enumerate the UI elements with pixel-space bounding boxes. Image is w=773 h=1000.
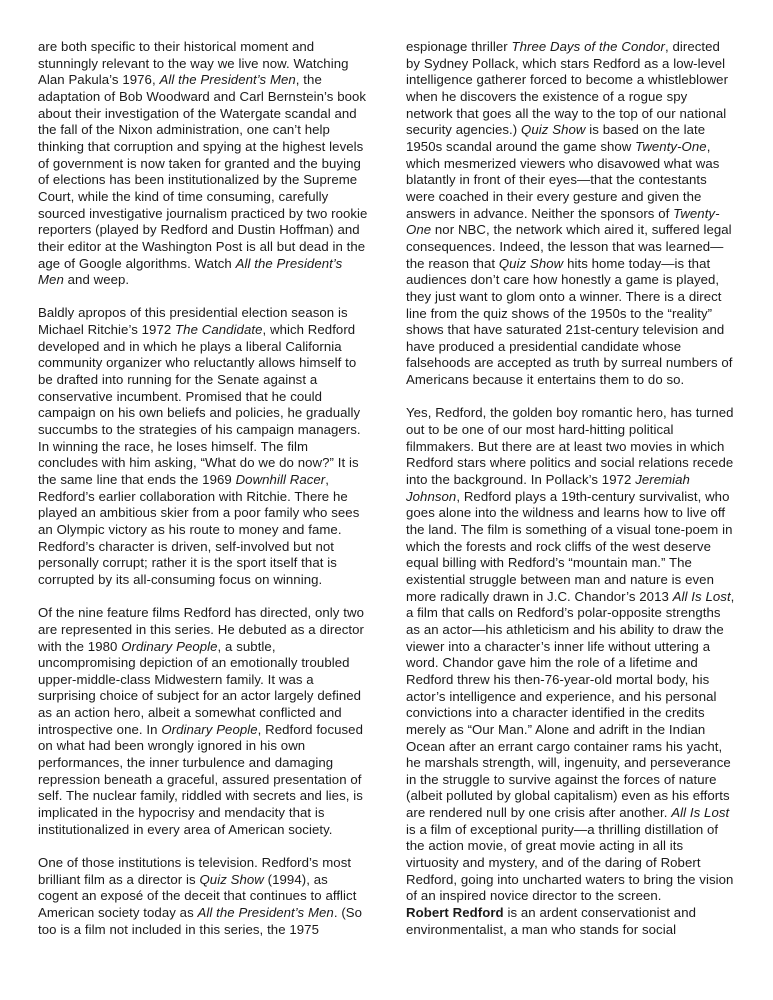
text-run: One of those institutions is television. Redford’s most brilliant film as a director is <box>38 854 352 887</box>
italic-title: Three Days of the Condor <box>511 39 665 54</box>
paragraph <box>406 39 737 389</box>
italic-title: Twenty-One <box>406 205 720 238</box>
text-run: Yes, Redford, the golden boy romantic hero, has turned out to be one of our most hard-hitting political filmmakers. But there are at least two movies in which Redford stars where politics and social relations recede into the background. In Pollack’s 1972 <box>406 405 734 487</box>
text-run: espionage thriller <box>406 39 512 54</box>
italic-title: Quiz Show <box>521 122 586 138</box>
text-run: , a film that calls on Redford’s polar-opposite strengths as an actor—his athleticism and his ability to draw the viewer into a character’s inner life without uttering a word. Chandor gave him the role of a lifetime and Redford threw his then-76-year-old mortal body, his actor’s intelligence and experience, and his personal convictions into a character identified in the credits merely as “Our Man.” Alone and adrift in the Indian Ocean after an errant cargo container rams his yacht, he marshals strength, will, ingenuity, and perseverance in the struggle to survive against the forces of nature (albeit polluted by global capitalism) even as his efforts are rendered null by one crisis after another. <box>406 588 735 821</box>
italic-title: All the President’s Men <box>38 255 343 288</box>
left-text-column <box>38 39 368 938</box>
italic-title: Twenty-One <box>635 138 707 154</box>
paragraph <box>38 855 368 938</box>
right-text-column <box>406 39 737 938</box>
italic-title: Quiz Show <box>498 255 564 271</box>
text-run: , Redford focused on what had been wrongly ignored in his own performances, the inner turbulence and damaging repression beneath a graceful, assured presentation of self. The nuclear family, riddled with secrets and lies, is implicated in the hypocrisy and mendacity that is institutionalized in every area of American society. <box>38 721 363 837</box>
text-run: , Redford plays a 19th-century survivalist, who goes alone into the wildness and learns how to live off the land. The film is something of a visual tone-poem in which the forests and rock cliffs of the west deserve equal billing with Redford’s “mountain man.” The existential struggle between man and nature is even more radically drawn in J.C. Chandor’s 2013 <box>406 488 733 604</box>
paragraph <box>38 605 368 838</box>
text-run: , directed by Sydney Pollack, which stars Redford as a low-level intelligence gatherer forced to become a whistleblower when he discovers the existence of a rogue spy network that goes all the way to the top of our national security agencies.) <box>406 39 729 138</box>
text-run: (1994), as cogent an exposé of the deceit that continues to afflict American society today as <box>38 871 357 920</box>
text-run: Baldly apropos of this presidential election season is Michael Ritchie’s 1972 <box>38 305 348 338</box>
italic-title: All the President’s Men <box>159 72 296 88</box>
italic-title: All Is Lost <box>672 588 731 604</box>
italic-title: All the President’s Men <box>197 904 334 920</box>
text-run: is a film of exceptional purity—a thrilling distillation of the action movie, of great movie acting in all its virtuosity and mystery, and of the daring of Robert Redford, going into uncharted waters to bring the vision of an inspired novice director to the screen. <box>406 821 734 904</box>
bold-lead-in: Robert Redford <box>406 905 504 921</box>
paragraph <box>406 405 737 905</box>
italic-title: The Candidate <box>175 322 263 338</box>
text-run: , which Redford developed and in which he plays a liberal California community organizer who reluctantly allows himself to be drafted into running for the Senate against a conservative incumbent. Promised that he could campaign on his own beliefs and policies, he gradually succumbs to the strategies of his campaign managers. In winning the race, he loses himself. The film concludes with him asking, “What do we do now?” It is the same line that ends the 1969 <box>38 322 361 487</box>
text-run: , a subtle, uncompromising depiction of an emotionally troubled upper-middle-class Midwestern family. It was a surprising choice of subject for an actor largely defined as an action hero, albeit a somewhat conflicted and introspective one. In <box>38 638 362 737</box>
italic-title: All Is Lost <box>671 805 730 821</box>
two-column-text-body <box>38 39 737 984</box>
text-run: is an ardent conservationist and environmentalist, a man who stands for social <box>406 905 696 937</box>
text-run: , Redford’s earlier collaboration with Ritchie. There he played an ambitious skier from a poor family who sees an Olympic victory as his route to money and fame. Redford’s character is driven, self-involved but not personally corrupt; rather it is the sport itself that is corrupted by its all-consuming focus on winning. <box>38 472 360 587</box>
text-run: is based on the late 1950s scandal around the game show <box>406 122 706 154</box>
text-run: hits home today—is that audiences don’t care how honestly a game is played, they just want to glom onto a winner. There is a direct line from the quiz shows of the 1950s to the “reality” shows that have saturated 21st-century television and have produced a presidential candidate whose falsehoods are accepted as truth by surreal numbers of Americans because it entertains them to do so. <box>406 255 733 388</box>
paragraph <box>38 39 368 289</box>
text-run: , the adaptation of Bob Woodward and Carl Bernstein’s book about their investigation of the Watergate scandal and the fall of the Nixon administration, one can’t help thinking that corruption and spying at the highest levels of government is now taken for granted and the buying of elections has been institutionalized by the Supreme Court, while the kind of time consuming, carefully sourced investigative journalism practiced by two rookie reporters (played by Redford and Dustin Hoffman) and their editor at the Washington Post is all but dead in the age of Google algorithms. Watch <box>38 72 368 271</box>
italic-title: Ordinary People <box>161 721 258 737</box>
text-run: are both specific to their historical moment and stunningly relevant to the way we live now. Watching Alan Pakula’s 1976, <box>38 39 349 88</box>
text-run: Of the nine feature films Redford has directed, only two are represented in this series. He debuted as a director with the 1980 <box>38 605 364 654</box>
text-run: and weep. <box>63 272 130 288</box>
text-run: nor NBC, the network which aired it, suffered legal consequences. Indeed, the lesson that was learned—the reason that <box>406 222 732 271</box>
paragraph <box>38 305 368 588</box>
italic-title: Downhill Racer <box>235 472 326 487</box>
italic-title: Ordinary People <box>121 638 218 654</box>
paragraph-author-bio <box>406 905 737 938</box>
italic-title: Quiz Show <box>199 871 264 887</box>
italic-title: Jeremiah Johnson <box>406 472 690 504</box>
text-run: , which mesmerized viewers who disavowed what was blatantly in front of their eyes—that the contestants were coached in their every gesture and given the answers in advance. Neither the sponsors of <box>406 138 720 221</box>
text-run: . (So too is a film not included in this series, the 1975 <box>38 904 363 937</box>
